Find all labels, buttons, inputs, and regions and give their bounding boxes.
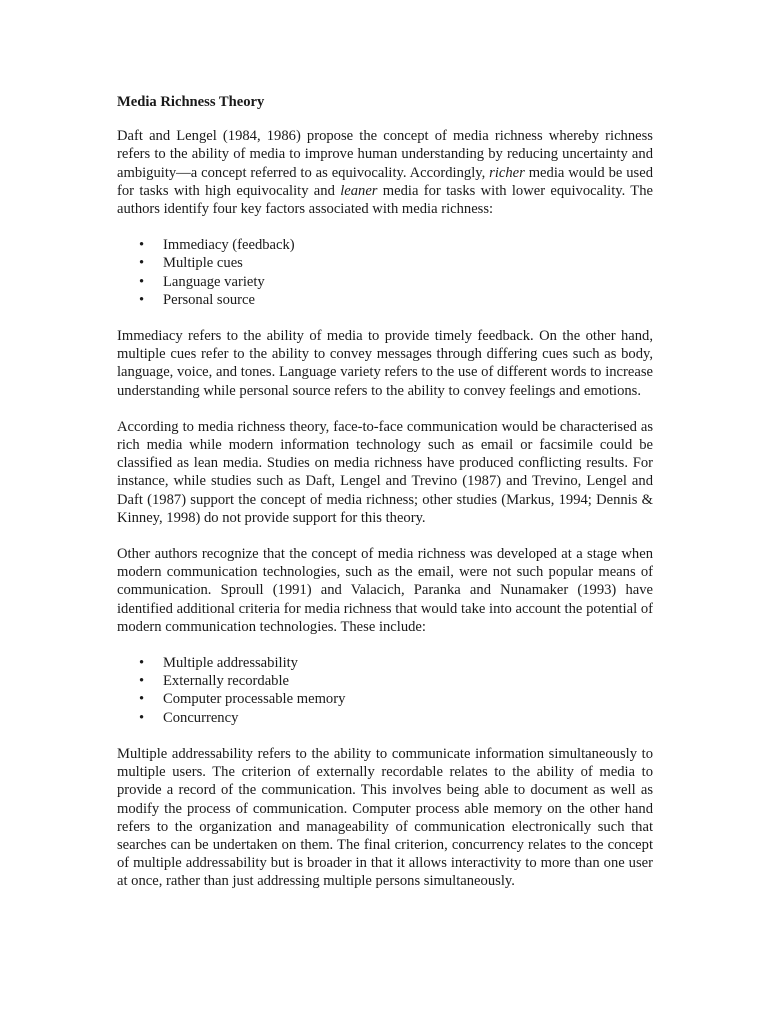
list-item: • Multiple addressability: [117, 654, 653, 672]
document-page: [117, 93, 653, 909]
factors-explanation-paragraph: Immediacy refers to the ability of media to provide timely feedback. On the other hand, multiple cues refer to the ability to convey messages through differing cues such as body, language, voice, and tones. Language variety refers to the use of different words to increase understanding while personal source refers to the ability to convey feelings and emotions.: [117, 328, 653, 399]
theory-studies-paragraph: According to media richness theory, face-to-face communication would be characterised as rich media while modern information technology such as email or facsimile could be classified as lean media. Studies on media richness have produced conflicting results. For instance, while studies such as Daft, Lengel and Trevino (1987) and Trevino, Lengel and Daft (1987) support the concept of media richness; other studies (Markus, 1994; Dennis & Kinney, 1998) do not provide support for this theory.: [117, 418, 653, 526]
list-item: • Language variety: [117, 273, 653, 291]
emphasis-richer: richer: [489, 164, 525, 181]
criteria-explanation-paragraph: Multiple addressability refers to the ability to communicate information simultaneously to multiple users. The criterion of externally recordable relates to the ability of media to provide a record of the communication. This involves being able to document as well as modify the process of communication. Computer process able memory on the other hand refers to the organization and manageability of communication electronically such that searches can be undertaken on them. The final criterion, concurrency relates to the concept of multiple addressability but is broader in that it allows interactivity to more than one user at once, rather than just addressing multiple persons simultaneously.: [117, 745, 653, 890]
list-item: • Personal source: [117, 291, 653, 309]
list-item: • Multiple cues: [117, 254, 653, 272]
list-item: • Externally recordable: [117, 672, 653, 690]
key-factors-list: [117, 236, 653, 309]
intro-text-1: Daft and Lengel (1984, 1986) propose the concept of media richness whereby richness refers to the ability of media to improve human understanding by reducing uncertainty and ambiguity—a concept referred to as equivocality. Accordingly,: [117, 128, 653, 181]
list-item: • Computer processable memory: [117, 690, 653, 708]
intro-text-3: media for tasks with lower equivocality. The authors identify four key factors associated with media richness:: [117, 182, 653, 218]
section-title: Media Richness Theory: [117, 94, 265, 110]
list-item: • Immediacy (feedback): [117, 236, 653, 254]
emphasis-leaner: leaner: [340, 182, 378, 199]
additional-criteria-paragraph: Other authors recognize that the concept of media richness was developed at a stage when modern communication technologies, such as the email, were not such popular means of communication. Sproull (1991) and Valacich, Paranka and Nunamaker (1993) have identified additional criteria for media richness that would take into account the potential of modern communication technologies. These include:: [117, 546, 653, 635]
list-item: • Concurrency: [117, 709, 653, 727]
intro-paragraph: [117, 127, 653, 218]
additional-criteria-list: [117, 654, 653, 727]
intro-text-2: media would be used for tasks with high equivocality and: [117, 164, 653, 199]
